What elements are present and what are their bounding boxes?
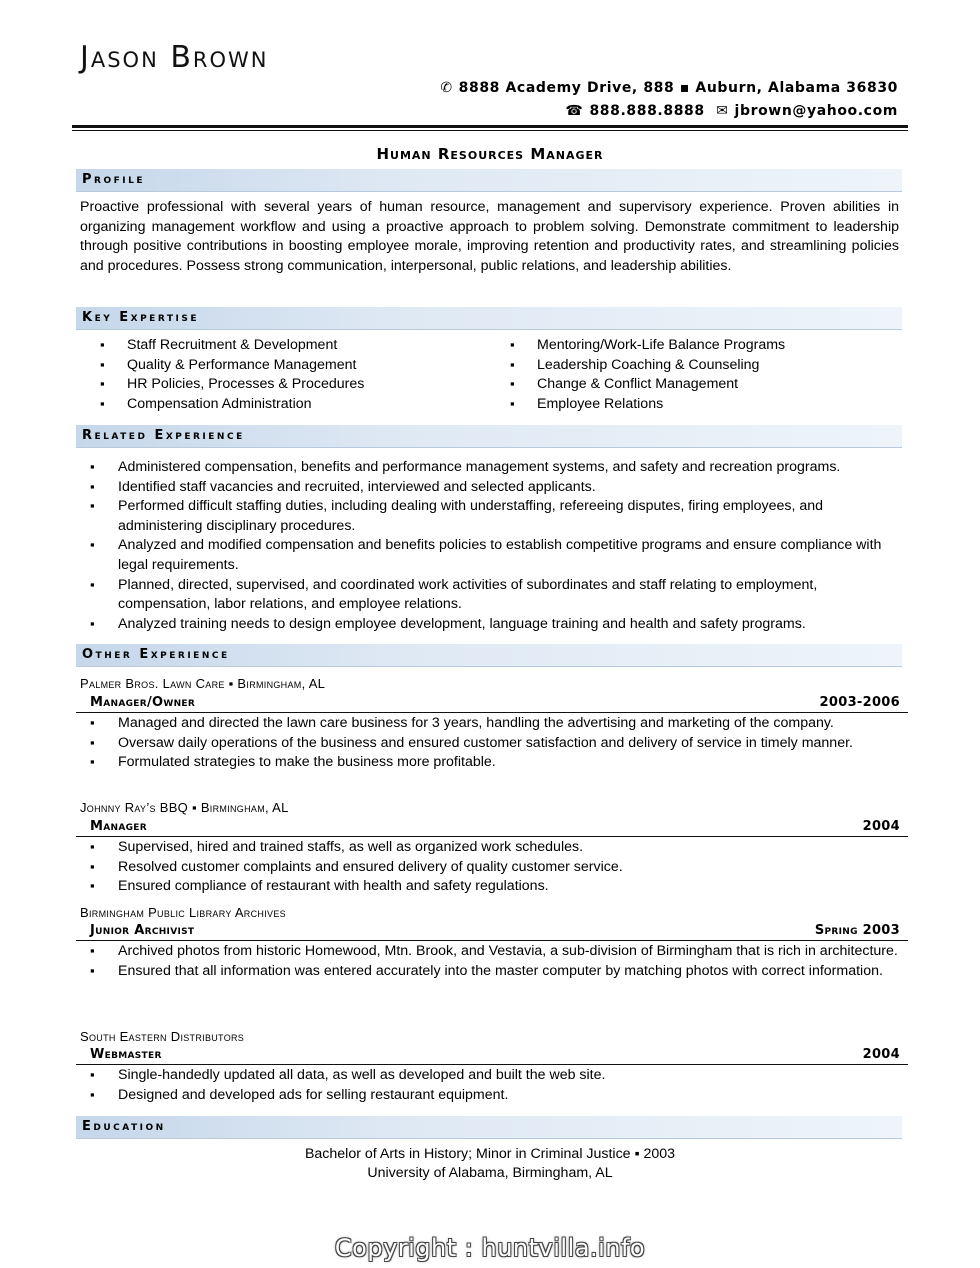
list-item: ▪ Single-handedly updated all data, as well as developed and built the web site.: [90, 1066, 902, 1086]
list-item: ▪ Analyzed and modified compensation and benefits policies to establish competitive programs and ensure compliance with legal requirements.: [90, 536, 902, 575]
job-title: Human Resources Manager: [376, 145, 604, 163]
education-degree: Bachelor of Arts in History; Minor in Criminal Justice ▪ 2003: [304, 1146, 676, 1162]
expertise-list-left: [100, 336, 364, 414]
section-heading-label: Other Experience: [82, 647, 230, 662]
list-item: ▪ Leadership Coaching & Counseling: [510, 356, 785, 376]
section-heading-education: [76, 1116, 902, 1139]
section-heading-label: Related Experience: [82, 428, 245, 443]
section-heading-label: Key Expertise: [82, 310, 199, 325]
header-rule: [72, 125, 908, 128]
role-title: Junior Archivist: [90, 923, 195, 938]
list-item: ▪ Quality & Performance Management: [100, 356, 364, 376]
role-row: [76, 1046, 908, 1065]
list-item: ▪ Ensured that all information was entered accurately into the master computer by matching photos with correct information.: [90, 962, 902, 982]
phone-email-line: [565, 103, 898, 119]
role-row: [76, 818, 908, 837]
list-item: ▪ Resolved customer complaints and ensured delivery of quality customer service.: [90, 858, 902, 878]
telephone-icon: ☎: [565, 103, 584, 119]
list-item: ▪ Staff Recruitment & Development: [100, 336, 364, 356]
list-item: ▪ Change & Conflict Management: [510, 375, 785, 395]
role-title: Webmaster: [90, 1047, 162, 1062]
section-heading-label: Profile: [82, 172, 145, 187]
phone-text: 888.888.8888: [589, 103, 705, 119]
list-item: ▪ Designed and developed ads for selling restaurant equipment.: [90, 1086, 902, 1106]
phone-handset-icon: ✆: [440, 80, 453, 96]
role-date: Spring 2003: [814, 923, 900, 938]
role-title: Manager/Owner: [90, 695, 196, 710]
list-item: ▪ Supervised, hired and trained staffs, as well as organized work schedules.: [90, 838, 902, 858]
list-item: ▪ Identified staff vacancies and recruited, interviewed and selected applicants.: [90, 478, 902, 498]
job-duties-list: [90, 1066, 902, 1105]
role-title: Manager: [90, 819, 147, 834]
section-heading-other-experience: [76, 644, 902, 667]
employer-name: South Eastern Distributors: [80, 1029, 245, 1044]
section-heading-label: Education: [82, 1119, 166, 1134]
address-line: [440, 80, 898, 96]
profile-text: Proactive professional with several years of human resource, management and supervisory experience. Proven abilities in organizing management workflow and using a proactive approach to problem solving. Demonstrate commitment to leadership through positive contributions in boosting employee morale, improving retention and productivity rates, and streamlining policies and procedures. Possess strong communication, interpersonal, public relations, and leadership abilities.: [80, 199, 899, 274]
list-item: ▪ Oversaw daily operations of the business and ensured customer satisfaction and delivery of service in timely manner.: [90, 734, 902, 754]
employer-name: Birmingham Public Library Archives: [80, 905, 286, 920]
list-item: ▪ Compensation Administration: [100, 395, 364, 415]
list-item: ▪ Analyzed training needs to design employee development, language training and health and safety programs.: [90, 615, 902, 635]
candidate-name: Jason Brown: [80, 40, 269, 75]
list-item: ▪ Administered compensation, benefits and performance management systems, and safety and recreation programs.: [90, 458, 902, 478]
copyright-watermark: Copyright : huntvilla.info: [334, 1234, 646, 1262]
expertise-list-right: [510, 336, 785, 414]
section-heading-profile: [76, 169, 902, 192]
list-item: ▪ Managed and directed the lawn care business for 3 years, handling the advertising and marketing of the company.: [90, 714, 902, 734]
job-duties-list: [90, 838, 902, 897]
role-date: 2003-2006: [819, 695, 900, 710]
address-text: 8888 Academy Drive, 888 ▪ Auburn, Alabama 36830: [458, 80, 898, 96]
role-date: 2004: [862, 1047, 900, 1062]
list-item: ▪ HR Policies, Processes & Procedures: [100, 375, 364, 395]
employer-name: Palmer Bros. Lawn Care ▪ Birmingham, AL: [80, 676, 326, 691]
education-school: University of Alabama, Birmingham, AL: [367, 1165, 613, 1181]
job-duties-list: [90, 714, 902, 773]
list-item: ▪ Ensured compliance of restaurant with health and safety regulations.: [90, 877, 902, 897]
job-duties-list: [90, 942, 902, 981]
email-text: jbrown@yahoo.com: [734, 103, 898, 119]
list-item: ▪ Mentoring/Work-Life Balance Programs: [510, 336, 785, 356]
role-date: 2004: [862, 819, 900, 834]
role-row: [76, 922, 908, 941]
role-row: [76, 694, 908, 713]
employer-name: Johnny Ray’s BBQ ▪ Birmingham, AL: [80, 800, 289, 815]
list-item: ▪ Formulated strategies to make the business more profitable.: [90, 753, 902, 773]
list-item: ▪ Employee Relations: [510, 395, 785, 415]
list-item: ▪ Archived photos from historic Homewood, Mtn. Brook, and Vestavia, a sub-division of Birmingham that is rich in architecture.: [90, 942, 902, 962]
related-experience-list: [90, 458, 902, 634]
section-heading-related-experience: [76, 425, 902, 448]
list-item: ▪ Planned, directed, supervised, and coordinated work activities of subordinates and staff relating to employment, compensation, labor relations, and employee relations.: [90, 576, 902, 615]
list-item: ▪ Performed difficult staffing duties, including dealing with understaffing, refereeing disputes, firing employees, and administering disciplinary procedures.: [90, 497, 902, 536]
header-rule-thin: [72, 130, 908, 131]
envelope-icon: ✉: [716, 103, 729, 119]
section-heading-expertise: [76, 307, 902, 330]
